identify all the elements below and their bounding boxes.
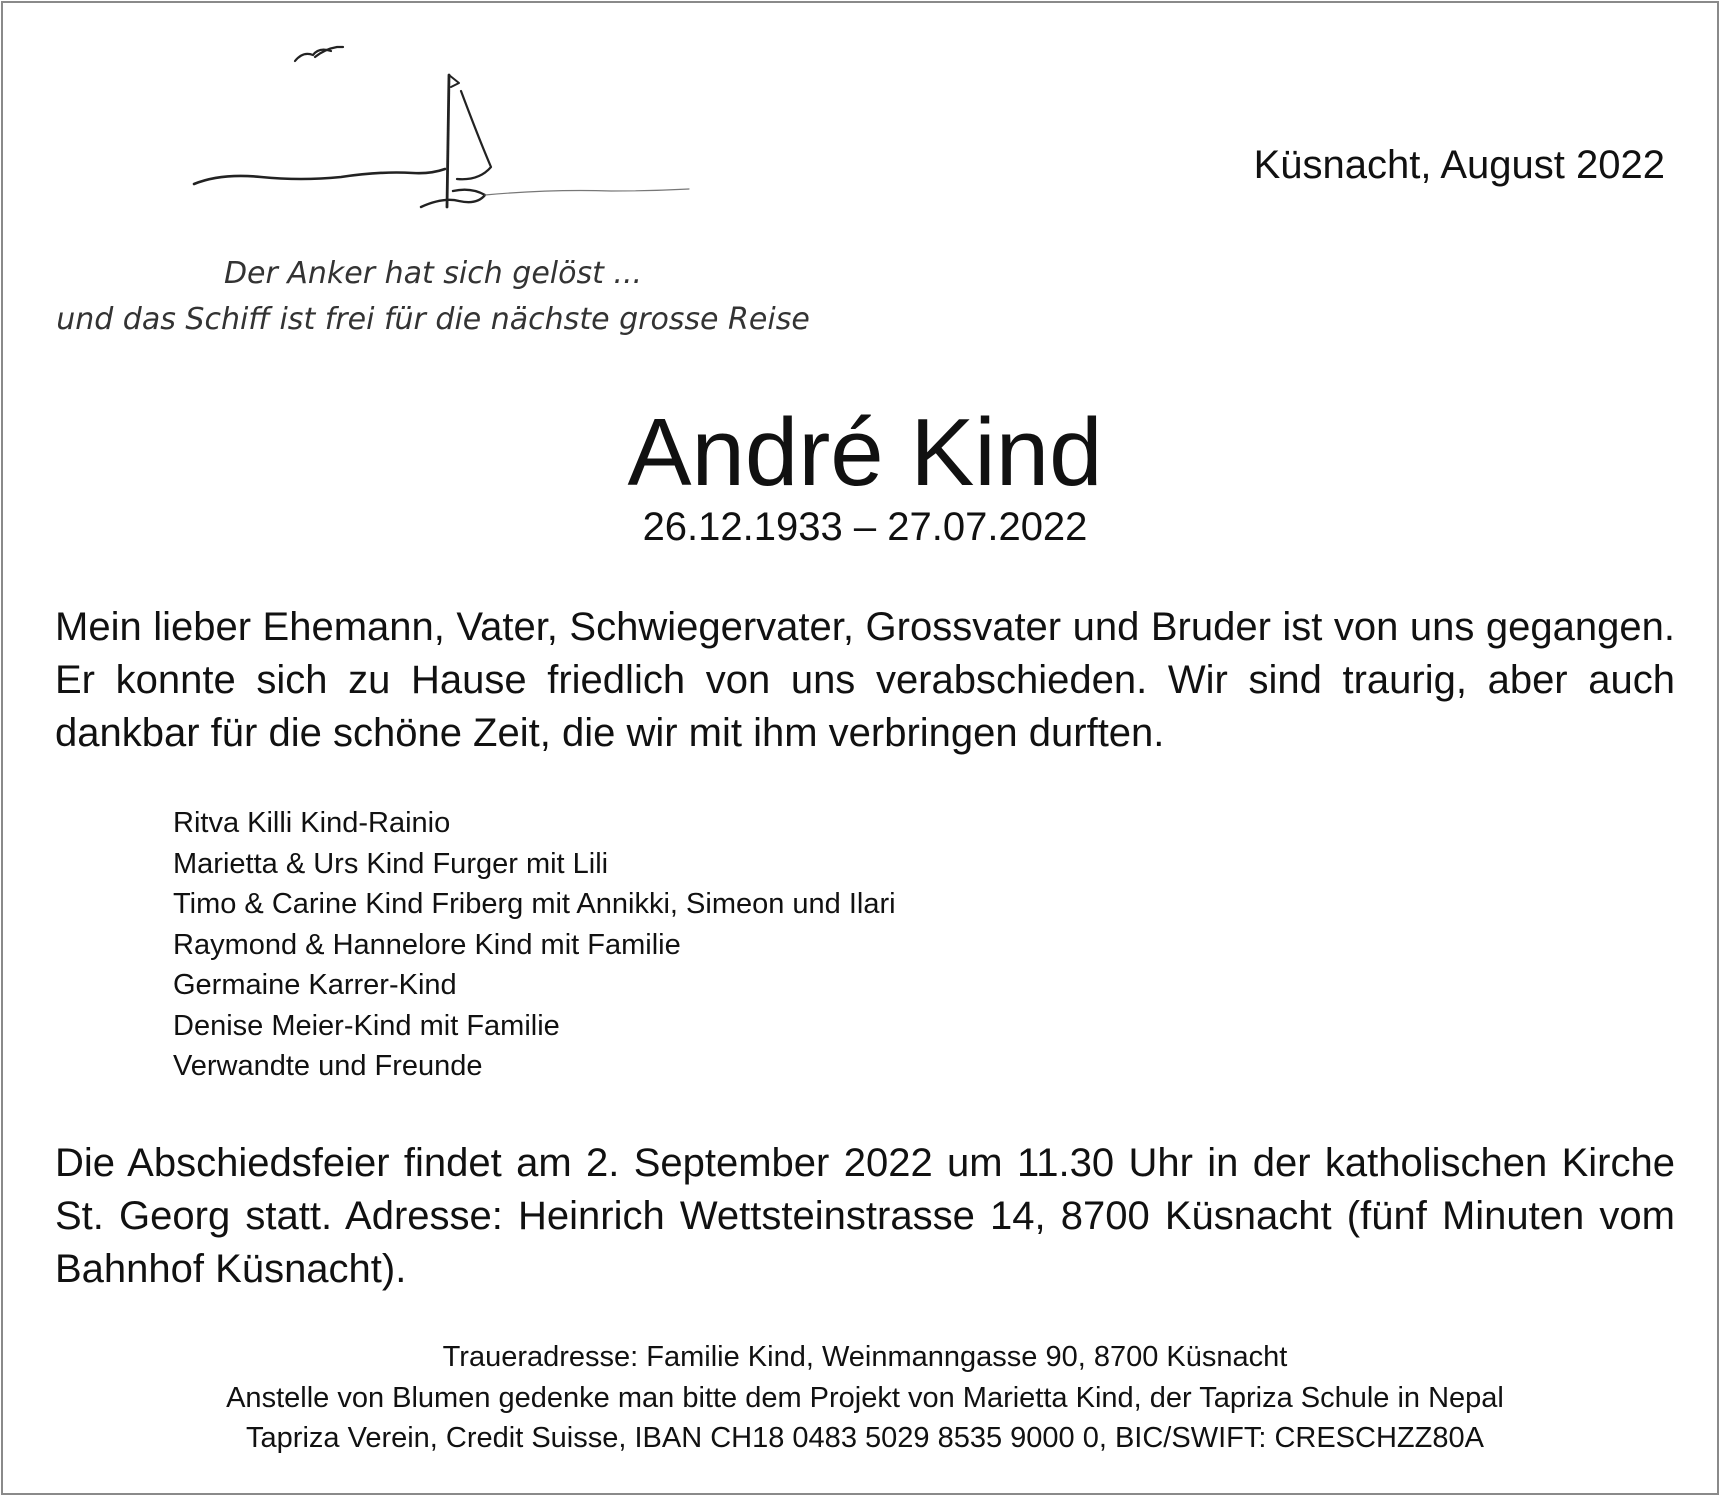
- motto-line: und das Schiff ist frei für die nächste grosse Reise: [56, 302, 810, 337]
- sailboat-drawing-icon: [191, 39, 691, 224]
- obituary-card: [1, 1, 1719, 1495]
- announcement-text: Mein lieber Ehemann, Vater, Schwiegervater, Grossvater und Bruder ist von uns gegangen. Er konnte sich zu Hause friedlich von uns verabschieden. Wir sind traurig, aber auch dankbar für die schöne Zeit, die wir mit ihm verbringen durften.: [55, 605, 1675, 755]
- motto-line: Der Anker hat sich gelöst ...: [223, 256, 643, 291]
- bank-details: Tapriza Verein, Credit Suisse, IBAN CH18 0483 5029 8535 9000 0, BIC/SWIFT: CRESCHZZ80A: [246, 1422, 1484, 1454]
- place-date: Küsnacht, August 2022: [1253, 143, 1665, 187]
- seagull-icon: [295, 47, 343, 61]
- list-item: Denise Meier-Kind mit Familie: [173, 1009, 560, 1042]
- footer-info: [3, 1337, 1724, 1459]
- list-item: Timo & Carine Kind Friberg mit Annikki, Simeon und Ilari: [173, 888, 896, 920]
- list-item: Verwandte und Freunde: [173, 1050, 483, 1082]
- life-dates: 26.12.1933 – 27.07.2022: [642, 505, 1088, 549]
- donation-note: Anstelle von Blumen gedenke man bitte dem Projekt von Marietta Kind, der Tapriza Schule in Nepal: [226, 1381, 1504, 1414]
- list-item: Marietta & Urs Kind Furger mit Lili: [173, 847, 609, 880]
- list-item: Raymond & Hannelore Kind mit Familie: [173, 928, 681, 961]
- service-details: Die Abschiedsfeier findet am 2. September 2022 um 11.30 Uhr in der katholischen Kirche St. Georg statt. Adresse: Heinrich Wettsteinstrasse 14, 8700 Küsnacht (fünf Minuten vom Bahnhof Küsnacht).: [55, 1141, 1675, 1291]
- motto-quote: [43, 251, 823, 343]
- deceased-name: André Kind: [627, 399, 1103, 506]
- mourning-address: Traueradresse: Familie Kind, Weinmanngasse 90, 8700 Küsnacht: [442, 1341, 1288, 1373]
- list-item: Germaine Karrer-Kind: [173, 969, 457, 1001]
- list-item: Ritva Killi Kind-Rainio: [173, 807, 451, 839]
- mourners-list: [173, 803, 896, 1087]
